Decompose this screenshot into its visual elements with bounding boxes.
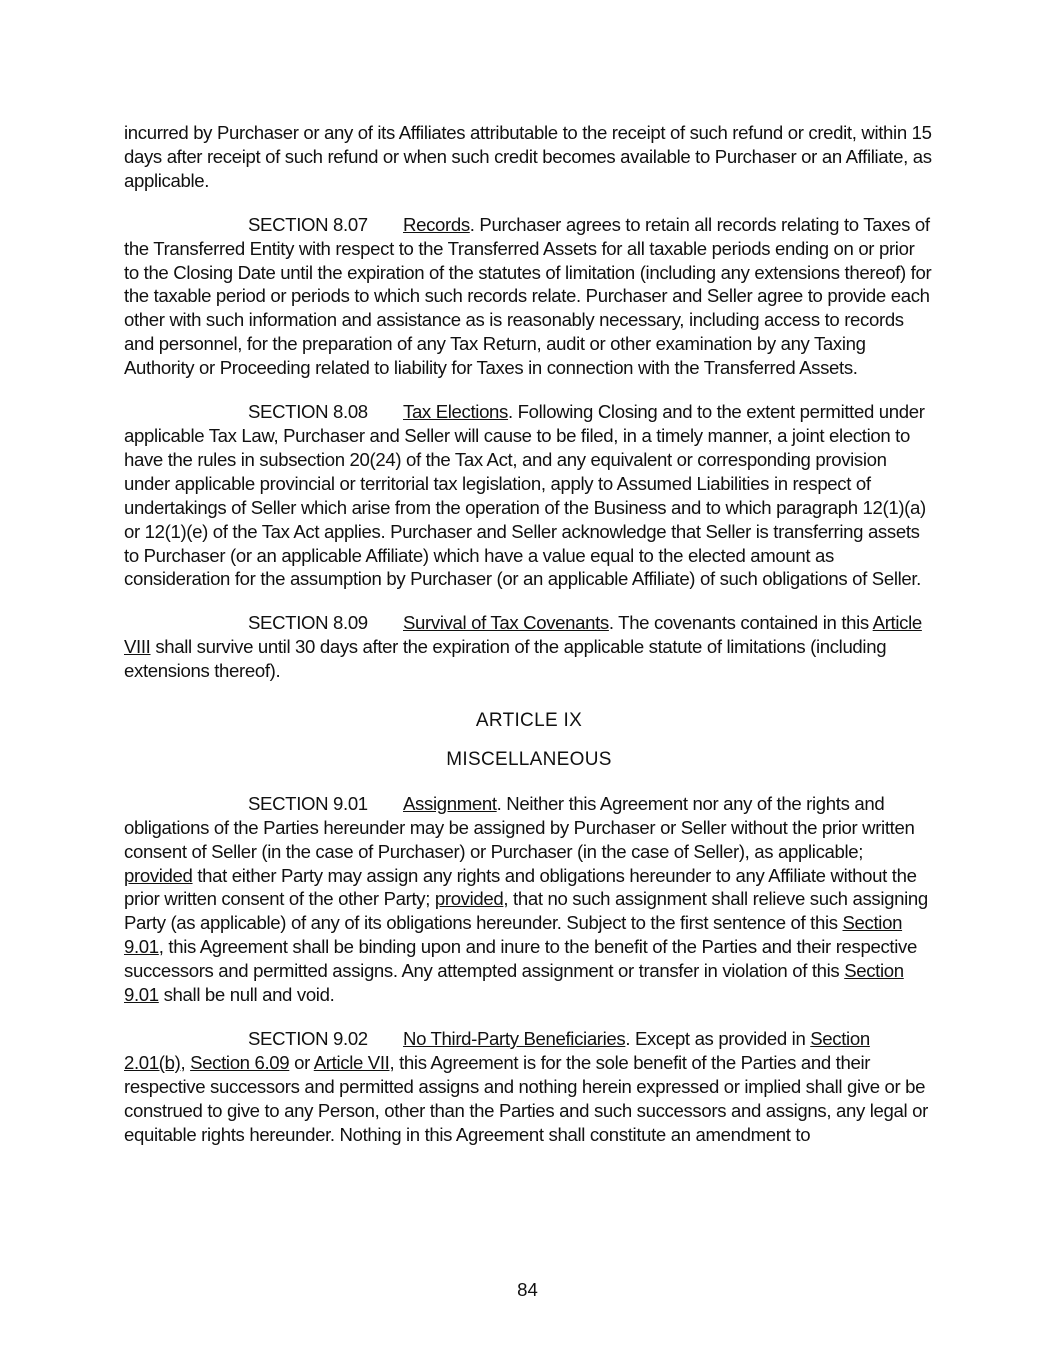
section-8-09-text-2: shall survive until 30 days after the expiration of the applicable statute of limitations (including extensions thereof). <box>124 636 887 682</box>
section-8-09-number: SECTION 8.09 <box>248 612 368 634</box>
section-9-01-title: Assignment <box>403 792 497 814</box>
section-8-07-paragraph <box>124 213 934 380</box>
section-9-02-text-2: , <box>180 1051 191 1073</box>
section-9-02-ref-2: Section 6.09 <box>190 1051 290 1073</box>
section-8-09-text-1: . The covenants contained in this <box>608 612 873 634</box>
section-8-09-paragraph <box>124 611 934 683</box>
section-9-02-ref-1: Section 2.01(b) <box>124 1028 870 1073</box>
continuation-text: incurred by Purchaser or any of its Affiliates attributable to the receipt of such refund or credit, within 15 days after receipt of such refund or when such credit becomes available to Purchaser or an Affiliate, as applicable. <box>124 122 932 191</box>
section-9-02-paragraph <box>124 1027 934 1147</box>
section-9-01-text-2: that either Party may assign any rights and obligations hereunder to any Affiliate without the prior written consent of the other Party; <box>124 864 917 910</box>
section-9-01-proviso-2: provided <box>434 888 504 910</box>
article-subheading: MISCELLANEOUS <box>446 748 612 770</box>
section-9-02-text-3: or <box>289 1051 314 1073</box>
section-9-02-text-4: , this Agreement is for the sole benefit of the Parties and their respective successors and permitted assigns and nothing herein expressed or implied shall give or be construed to give to any Person, other than the Parties and such successors and assigns, any legal or equitable rights hereunder. Nothing in this Agreement shall constitute an amendment to <box>124 1051 928 1145</box>
section-8-07-title: Records <box>403 213 470 235</box>
section-9-01-number: SECTION 9.01 <box>248 792 368 814</box>
page-number: 84 <box>517 1279 538 1300</box>
section-9-01-proviso-1: provided <box>124 864 193 886</box>
section-8-09-article-ref: Article VIII <box>124 612 922 658</box>
section-9-01-text-3: , that no such assignment shall relieve such assigning Party (as applicable) of any of its obligations hereunder. Subject to the first sentence of this <box>124 888 928 934</box>
section-9-02-ref-3: Article VII <box>313 1051 390 1073</box>
section-9-01-text-1: . Neither this Agreement nor any of the rights and obligations of the Parties hereunder may be assigned by Purchaser or Seller without the prior written consent of Seller (in the case of Purchaser) or Purchaser (in the case of Seller), as applicable; <box>124 792 915 862</box>
section-8-08-number: SECTION 8.08 <box>248 401 368 423</box>
section-8-07-number: SECTION 8.07 <box>248 213 368 235</box>
section-9-01-text-4: , this Agreement shall be binding upon and inure to the benefit of the Parties and their respective successors and permitted assigns. Any attempted assignment or transfer in violation of this <box>124 936 917 982</box>
section-8-07-text: . Purchaser agrees to retain all records relating to Taxes of the Transferred Entity with respect to the Transferred Assets for all taxable periods ending on or prior to the Closing Date until the expiration of the statutes of limitation (including any extensions thereof) for the taxable period or periods to which such records relate. Purchaser and Seller agree to provide each other with such information and assistance as is reasonably necessary, including access to records and personnel, for the preparation of any Tax Return, audit or other examination by any Taxing Authority or Proceeding related to liability for Taxes in connection with the Transferred Assets. <box>124 213 932 379</box>
section-8-09-title: Survival of Tax Covenants <box>403 612 609 634</box>
document-page <box>124 121 934 1167</box>
section-9-01-paragraph <box>124 792 934 1007</box>
section-9-01-ref-1: Section 9.01 <box>124 912 903 958</box>
section-9-01-text-5: shall be null and void. <box>158 984 335 1006</box>
section-9-02-number: SECTION 9.02 <box>248 1028 368 1049</box>
continuation-paragraph <box>124 121 934 193</box>
section-9-02-title: No Third-Party Beneficiaries <box>403 1028 626 1049</box>
article-heading: ARTICLE IX <box>475 710 583 732</box>
section-8-08-text: . Following Closing and to the extent permitted under applicable Tax Law, Purchaser and Seller will cause to be filed, in a timely manner, a joint election to have the rules in subsection 20(24) of the Tax Act, and any equivalent or corresponding provision under applicable provincial or territorial tax legislation, apply to Assumed Liabilities in respect of undertakings of Seller which arise from the operation of the Business and to which paragraph 12(1)(a) or 12(1)(e) of the Tax Act applies. Purchaser and Seller acknowledge that Seller is transferring assets to Purchaser (or an applicable Affiliate) which have a value equal to the elected amount as consideration for the assumption by Purchaser (or an applicable Affiliate) of such obligations of Seller. <box>124 401 926 590</box>
section-8-08-title: Tax Elections <box>403 401 508 423</box>
section-9-02-text-1: . Except as provided in <box>625 1028 811 1049</box>
section-9-01-ref-2: Section 9.01 <box>124 960 904 1006</box>
section-8-08-paragraph <box>124 400 934 591</box>
